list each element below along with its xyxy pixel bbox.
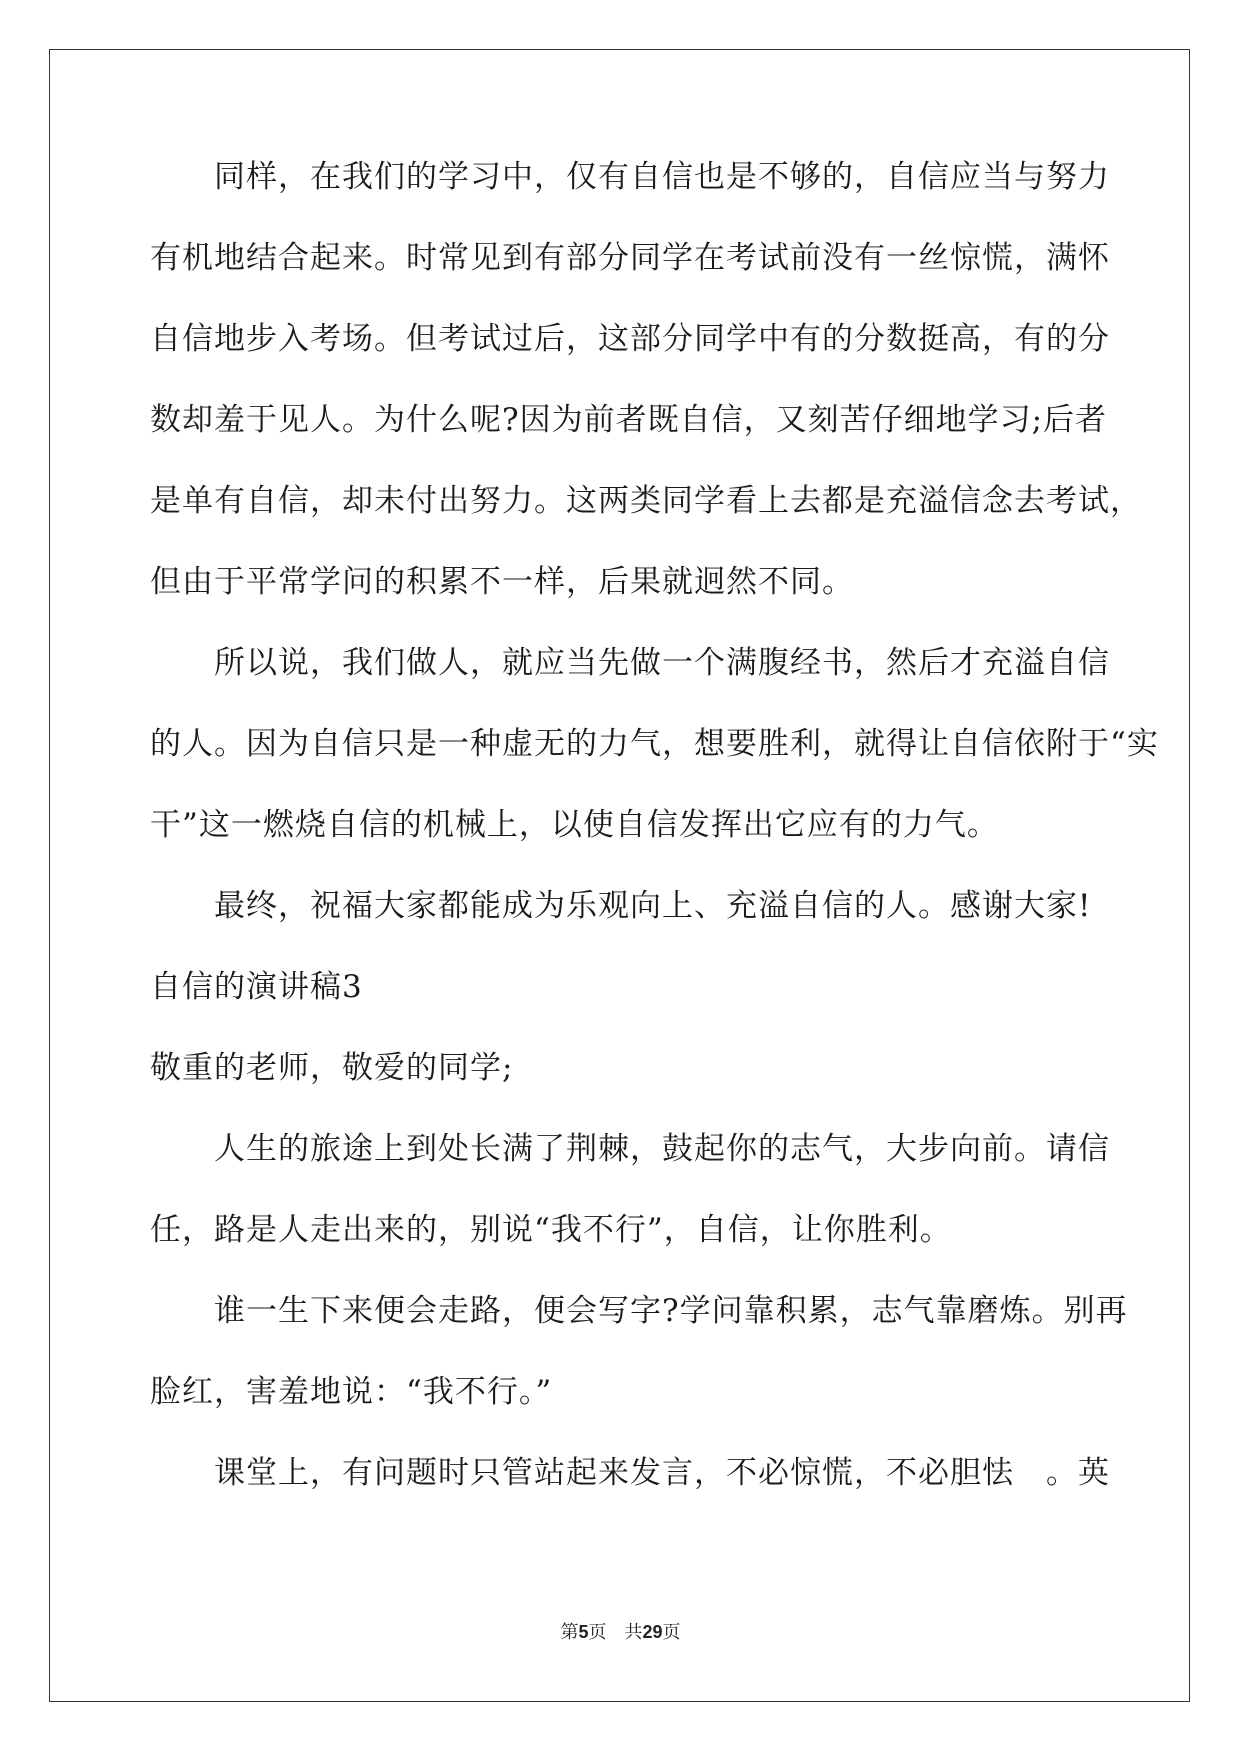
text-line: 但由于平常学问的积累不一样，后果就迥然不同。 <box>150 564 854 600</box>
text-line: 的人。因为自信只是一种虚无的力气，想要胜利，就得让自信依附于“实 <box>150 726 1159 762</box>
text-line: 课堂上，有问题时只管站起来发言，不必惊慌，不必胆怯 。英 <box>214 1455 1110 1491</box>
page-footer <box>0 1618 1241 1644</box>
text-line: 人生的旅途上到处长满了荆棘，鼓起你的志气，大步向前。请信 <box>214 1131 1110 1167</box>
text-line: 所以说，我们做人，就应当先做一个满腹经书，然后才充溢自信 <box>214 645 1110 681</box>
salutation: 敬重的老师，敬爱的同学; <box>150 1050 514 1086</box>
text-line: 有机地结合起来。时常见到有部分同学在考试前没有一丝惊慌，满怀 <box>150 240 1110 276</box>
current-page-number: 5 <box>578 1622 589 1642</box>
text-line: 最终，祝福大家都能成为乐观向上、充溢自信的人。感谢大家! <box>214 888 1092 924</box>
text-line: 任，路是人走出来的，别说“我不行”，自信，让你胜利。 <box>150 1212 952 1248</box>
text-line: 干”这一燃烧自信的机械上，以使自信发挥出它应有的力气。 <box>150 807 999 843</box>
text-line: 同样，在我们的学习中，仅有自信也是不够的，自信应当与努力 <box>214 159 1110 195</box>
footer-prefix: 第 <box>560 1622 579 1643</box>
text-line: 数却羞于见人。为什么呢?因为前者既自信，又刻苦仔细地学习;后者 <box>150 402 1108 438</box>
total-page-count: 29 <box>642 1622 663 1642</box>
footer-total-unit: 页 <box>662 1622 681 1643</box>
text-line: 脸红，害羞地说：“我不行。” <box>150 1374 553 1410</box>
section-heading: 自信的演讲稿3 <box>150 969 363 1005</box>
text-line: 谁一生下来便会走路，便会写字?学问靠积累，志气靠磨炼。别再 <box>214 1293 1128 1329</box>
text-line: 是单有自信，却未付出努力。这两类同学看上去都是充溢信念去考试， <box>150 483 1142 519</box>
footer-page-unit: 页 <box>588 1622 607 1643</box>
text-line: 自信地步入考场。但考试过后，这部分同学中有的分数挺高，有的分 <box>150 321 1110 357</box>
footer-total-prefix: 共 <box>624 1622 643 1643</box>
document-body <box>150 159 1159 1537</box>
